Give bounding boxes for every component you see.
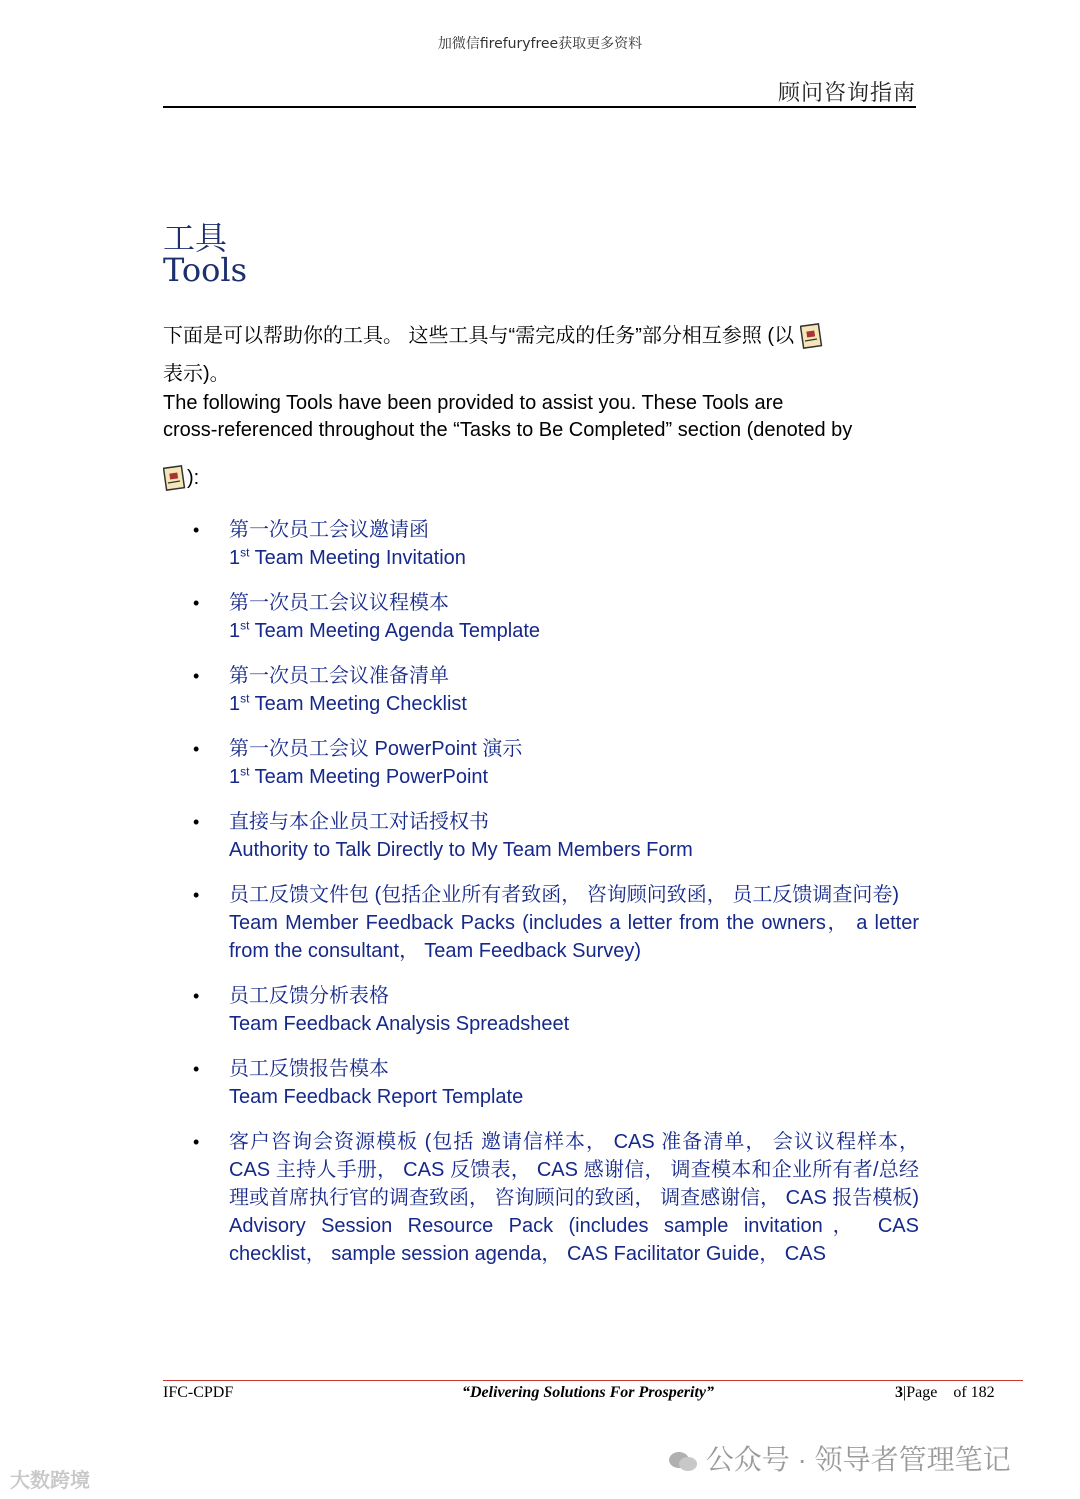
footer-page-info: [895, 1384, 995, 1402]
intro-zh-line1: [163, 322, 919, 351]
tool-title-zh: 第一次员工会议 PowerPoint 演示: [229, 738, 523, 760]
intro-en-line2: cross-referenced throughout the “Tasks to Be Completed” section (denoted by: [163, 419, 853, 441]
section-title-zh: 工具: [163, 219, 228, 257]
intro-en-end: ):: [187, 467, 200, 489]
wechat-icon: [668, 1450, 698, 1474]
page-label: |Page: [903, 1384, 938, 1401]
list-item: [163, 808, 919, 864]
list-item: [163, 982, 919, 1038]
bullet-icon: •: [193, 885, 200, 905]
list-item: [163, 1055, 919, 1111]
bullet-icon: •: [193, 666, 200, 686]
bullet-icon: •: [193, 1059, 200, 1079]
bullet-icon: •: [193, 520, 200, 540]
list-item: [163, 589, 919, 645]
list-item: [163, 735, 919, 791]
bullet-icon: •: [193, 593, 200, 613]
header-title: 顾问咨询指南: [777, 81, 916, 106]
section-title-en: Tools: [163, 251, 248, 289]
header-rule: [163, 106, 916, 108]
tool-title-en: Team Member Feedback Packs (includes a letter from the owners， a letter from the consultant， Team Feedback Survey): [229, 912, 919, 962]
list-item: [163, 1128, 919, 1268]
tools-list: [163, 516, 919, 1285]
bullet-icon: •: [193, 739, 200, 759]
watermark-right: [668, 1438, 1011, 1478]
watermark-right-text: 公众号 · 领导者管理笔记: [705, 1444, 1011, 1475]
tool-title-en: Authority to Talk Directly to My Team Members Form: [229, 839, 693, 861]
page-number: 3: [895, 1384, 903, 1401]
intro-en-line1: The following Tools have been provided to assist you. These Tools are: [163, 392, 784, 414]
tool-title-en: 1st Team Meeting Invitation: [229, 545, 466, 569]
intro-zh-text: 下面是可以帮助你的工具。 这些工具与“需完成的任务”部分相互参照 (以: [163, 325, 795, 347]
tool-title-en: 1st Team Meeting Checklist: [229, 691, 467, 715]
tool-title-en: Team Feedback Report Template: [229, 1086, 524, 1108]
intro-zh-line2: 表示)。: [163, 363, 230, 385]
tool-title-en: 1st Team Meeting Agenda Template: [229, 618, 541, 642]
watermark-left: 大数跨境: [10, 1470, 90, 1492]
tool-title-zh: 客户咨询会资源模板 (包括 邀请信样本， CAS 准备清单， 会议议程样本， CAS 主持人手册， CAS 反馈表， CAS 感谢信， 调查模本和企业所有者/总经理或首席执行官的调查致函， 咨询顾问的致函， 调查感谢信， CAS 报告模板): [229, 1131, 920, 1209]
bullet-icon: •: [193, 1132, 200, 1152]
page-total: of 182: [953, 1384, 995, 1401]
tool-title-zh: 第一次员工会议邀请函: [229, 519, 429, 541]
footer-doc-id: IFC-CPDF: [163, 1384, 234, 1401]
footer-rule: [163, 1380, 1023, 1381]
top-note: 加微信firefuryfree获取更多资料: [437, 36, 643, 52]
tool-title-en: 1st Team Meeting PowerPoint: [229, 764, 489, 788]
list-item: [163, 881, 919, 965]
bullet-icon: •: [193, 986, 200, 1006]
footer-slogan: “Delivering Solutions For Prosperity”: [462, 1384, 715, 1401]
tool-title-zh: 员工反馈文件包 (包括企业所有者致函， 咨询顾问致函， 员工反馈调查问卷): [229, 884, 899, 906]
intro-en-line3: [163, 464, 919, 493]
bullet-icon: •: [193, 812, 200, 832]
list-item: [163, 516, 919, 572]
tool-title-zh: 员工反馈报告模本: [229, 1058, 389, 1080]
list-item: [163, 662, 919, 718]
tool-title-zh: 员工反馈分析表格: [229, 985, 389, 1007]
tool-title-zh: 直接与本企业员工对话授权书: [229, 811, 489, 833]
tool-title-zh: 第一次员工会议准备清单: [229, 665, 449, 687]
tool-title-en: Team Feedback Analysis Spreadsheet: [229, 1013, 570, 1035]
document-reference-icon: [800, 323, 824, 351]
tool-title-zh: 第一次员工会议议程模本: [229, 592, 449, 614]
document-reference-icon: [163, 465, 187, 493]
tool-title-en: Advisory Session Resource Pack (includes sample invitation， CAS checklist， sample session agenda， CAS Facilitator Guide， CAS: [229, 1215, 919, 1265]
